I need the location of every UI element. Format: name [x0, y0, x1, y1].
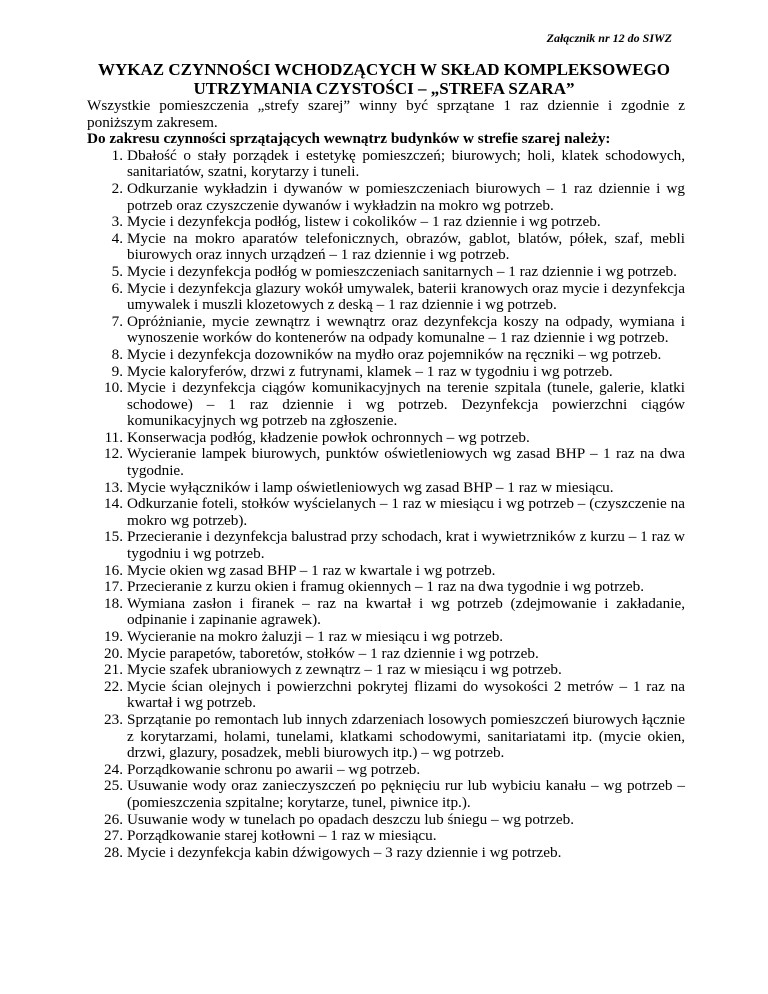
list-item — [87, 430, 685, 447]
list-item-number: 3. — [111, 213, 123, 231]
list-item-number: 23. — [104, 710, 123, 728]
list-item-text: Mycie i dezynfekcja glazury wokół umywalek, baterii kranowych oraz mycie i dezynfekcja umywalek i muszli klozetowych z deską – 1 raz dziennie i wg potrzeb. — [127, 279, 685, 314]
list-item-text: Konserwacja podłóg, kładzenie powłok ochronnych – wg potrzeb. — [127, 428, 530, 446]
task-list — [87, 148, 685, 862]
list-item-number: 4. — [111, 229, 123, 247]
list-item-number: 26. — [104, 810, 123, 828]
list-item — [87, 662, 685, 679]
list-item-text: Odkurzanie foteli, stołków wyścielanych – 1 raz w miesiącu i wg potrzeb – (czyszczenie na mokro wg potrzeb). — [127, 495, 685, 529]
list-item-number: 15. — [104, 528, 123, 546]
list-item-text: Mycie szafek ubraniowych z zewnątrz – 1 raz w miesiącu i wg potrzeb. — [127, 661, 562, 679]
list-item — [87, 778, 685, 811]
list-item-text: Mycie wyłączników i lamp oświetleniowych wg zasad BHP – 1 raz w miesiącu. — [127, 478, 614, 496]
list-item-text: Odkurzanie wykładzin i dywanów w pomieszczeniach biurowych – 1 raz dziennie i wg potrzeb oraz czyszczenie dywanów i wykładzin na mokro wg potrzeb. — [127, 179, 685, 214]
list-item-number: 19. — [104, 628, 123, 645]
list-item-text: Przecieranie z kurzu okien i framug okiennych – 1 raz na dwa tygodnie i wg potrzeb. — [127, 578, 645, 596]
list-item — [87, 364, 685, 381]
list-item-number: 18. — [104, 594, 123, 612]
list-item-number: 27. — [104, 827, 123, 845]
list-item-text: Wycieranie lampek biurowych, punktów oświetleniowych wg zasad BHP – 1 raz na dwa tygodnie. — [127, 445, 685, 480]
list-item — [87, 148, 685, 181]
list-item-number: 9. — [111, 362, 123, 380]
list-item — [87, 314, 685, 347]
list-item-text: Mycie ścian olejnych i powierzchni pokrytej flizami do wysokości 2 metrów – 1 raz na kwartał i wg potrzeb. — [127, 677, 685, 712]
list-item — [87, 347, 685, 364]
list-item-text: Porządkowanie starej kotłowni – 1 raz w miesiącu. — [127, 827, 437, 845]
list-item-text: Wymiana zasłon i firanek – raz na kwartał i wg potrzeb (zdejmowanie i zakładanie, odpinanie i zapinanie agrawek). — [127, 594, 685, 629]
list-item-text: Mycie i dezynfekcja podłóg w pomieszczeniach sanitarnych – 1 raz dziennie i wg potrzeb. — [127, 262, 677, 280]
list-item — [87, 812, 685, 829]
list-item-number: 21. — [104, 661, 123, 679]
list-item-text: Sprzątanie po remontach lub innych zdarzeniach losowych pomieszczeń biurowych łącznie z korytarzami, holami, tunelami, klatkami schodowymi, sanitariatami itp. (mycie okien, drzwi, glazury, posadzek, mebli biurowych itp.) – wg potrzeb. — [127, 710, 685, 762]
list-item-text: Mycie i dezynfekcja ciągów komunikacyjnych na terenie szpitala (tunele, galerie, klatki schodowe) – 1 raz dziennie i wg potrzeb. Dezynfekcja powierzchni ciągów komunikacyjnych wg potrzeb na zgłoszenie. — [127, 379, 685, 430]
list-item — [87, 480, 685, 497]
annex-label: Załącznik nr 12 do SIWZ — [546, 31, 672, 45]
title-line-2: UTRZYMANIA CZYSTOŚCI – „STREFA SZARA” — [193, 79, 575, 98]
list-item-number: 16. — [104, 561, 123, 579]
list-item-number: 12. — [104, 445, 123, 463]
list-item-text: Porządkowanie schronu po awarii – wg potrzeb. — [127, 760, 421, 778]
list-item — [87, 181, 685, 214]
list-item-number: 11. — [104, 428, 123, 446]
list-item — [87, 579, 685, 596]
list-item-text: Mycie na mokro aparatów telefonicznych, obrazów, gablot, blatów, półek, szaf, mebli biurowych oraz innych urządzeń – 1 raz dziennie i wg potrzeb. — [127, 229, 685, 264]
list-item — [87, 264, 685, 281]
list-item-text: Mycie okien wg zasad BHP – 1 raz w kwartale i wg potrzeb. — [127, 561, 496, 579]
list-item — [87, 629, 685, 646]
list-item-number: 7. — [111, 312, 123, 330]
list-item-number: 20. — [104, 644, 123, 662]
list-item — [87, 762, 685, 779]
list-item-number: 6. — [111, 279, 123, 297]
list-item-text: Mycie i dezynfekcja dozowników na mydło oraz pojemników na ręczniki – wg potrzeb. — [127, 345, 662, 363]
list-item-number: 13. — [104, 478, 123, 496]
list-item-text: Usuwanie wody oraz zanieczyszczeń po pęknięciu rur lub wybiciu kanału – wg potrzeb – (pomieszczenia szpitalne; korytarze, tunel, piwnice itp.). — [127, 777, 685, 811]
list-item — [87, 646, 685, 663]
list-item — [87, 214, 685, 231]
list-item-text: Mycie i dezynfekcja kabin dźwigowych – 3 razy dziennie i wg potrzeb. — [127, 843, 562, 861]
list-item-number: 24. — [104, 760, 123, 778]
list-item — [87, 845, 685, 862]
list-item-number: 28. — [104, 843, 123, 861]
list-item — [87, 828, 685, 845]
list-item-number: 25. — [104, 777, 123, 795]
title-line-1: WYKAZ CZYNNOŚCI WCHODZĄCYCH W SKŁAD KOMPLEKSOWEGO — [98, 60, 670, 79]
list-item-number: 14. — [104, 495, 123, 513]
list-item — [87, 596, 685, 629]
document-title — [80, 60, 688, 98]
list-item — [87, 563, 685, 580]
intro-paragraph: Wszystkie pomieszczenia „strefy szarej” winny być sprzątane 1 raz dziennie i zgodnie z poniższym zakresem. — [87, 97, 685, 131]
list-item — [87, 231, 685, 264]
list-item-text: Usuwanie wody w tunelach po opadach deszczu lub śniegu – wg potrzeb. — [127, 810, 575, 828]
list-item — [87, 281, 685, 314]
list-item — [87, 380, 685, 430]
section-heading: Do zakresu czynności sprzątających wewnątrz budynków w strefie szarej należy: — [87, 130, 611, 148]
list-item-number: 17. — [104, 578, 123, 596]
list-item — [87, 446, 685, 479]
list-item-number: 8. — [111, 345, 123, 363]
list-item-text: Mycie kaloryferów, drzwi z futrynami, klamek – 1 raz w tygodniu i wg potrzeb. — [127, 362, 613, 380]
list-item — [87, 712, 685, 762]
list-item-text: Opróżnianie, mycie zewnątrz i wewnątrz oraz dezynfekcja koszy na odpady, wymiana i wynoszenie worków do kontenerów na odpady komunalne – 1 raz dziennie i wg potrzeb. — [127, 312, 685, 347]
list-item-number: 5. — [111, 262, 123, 280]
document-body — [87, 98, 685, 861]
list-item-number: 2. — [111, 179, 123, 197]
list-item-text: Mycie parapetów, taboretów, stołków – 1 raz dziennie i wg potrzeb. — [127, 644, 539, 662]
list-item-number: 22. — [104, 677, 123, 695]
list-item — [87, 529, 685, 562]
list-item — [87, 496, 685, 529]
list-item-text: Wycieranie na mokro żaluzji – 1 raz w miesiącu i wg potrzeb. — [127, 628, 504, 645]
list-item-text: Przecieranie i dezynfekcja balustrad przy schodach, krat i wywietrzników z kurzu – 1 raz w tygodniu i wg potrzeb. — [127, 528, 685, 563]
list-item-number: 10. — [104, 379, 123, 397]
list-item-number: 1. — [111, 146, 123, 164]
list-item-text: Mycie i dezynfekcja podłóg, listew i cokolików – 1 raz dziennie i wg potrzeb. — [127, 213, 601, 231]
list-item — [87, 679, 685, 712]
list-item-text: Dbałość o stały porządek i estetykę pomieszczeń; biurowych; holi, klatek schodowych, sanitariatów, szatni, korytarzy i tuneli. — [127, 146, 685, 181]
